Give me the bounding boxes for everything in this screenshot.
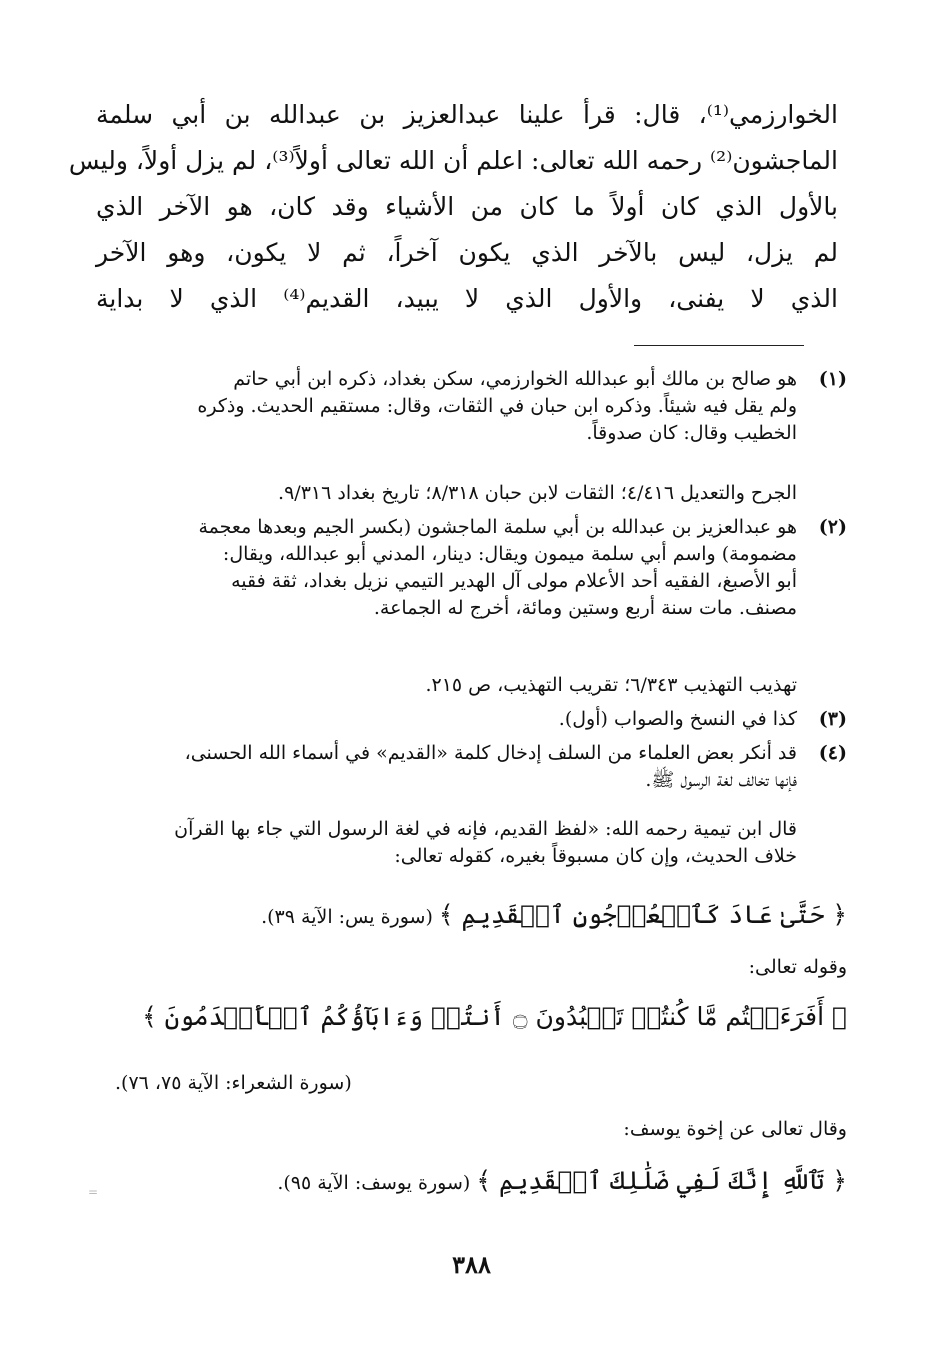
verse-3-reference: (سورة يوسف: الآية ٩٥).	[277, 1172, 471, 1194]
footnote-2-line: أبو الأصبغ، الفقيه أحد الأعلام مولى آل الهدير التيمي نزيل بغداد، ثقة فقيه	[231, 570, 797, 592]
footnote-2-line: مضمومة) واسم أبي سلمة ميمون ويقال: دينار، المدني أبو عبدالله، ويقال:	[222, 543, 797, 565]
main-text	[68, 92, 838, 322]
verse-1-reference: (سورة يس: الآية ٣٩).	[261, 906, 433, 928]
joseph-intro: وقال تعالى عن إخوة يوسف:	[623, 1118, 847, 1140]
quote-line: قال ابن تيمية رحمه الله: «لفظ القديم، فإنه في لغة الرسول التي جاء بها القرآن	[174, 818, 797, 840]
quran-verse-3: ﴿ تَٱللَّهِ إِنَّكَ لَفِي ضَلَٰلِكَ ٱلۡقَدِيمِ ﴾	[476, 1166, 847, 1195]
verse-2-reference: (سورة الشعراء: الآية ٧٥، ٧٦).	[115, 1072, 352, 1094]
footnote-1-reference: الجرح والتعديل ٤/٤١٦؛ الثقات لابن حبان ٨/٣١٨؛ تاريخ بغداد ٩/٣١٦.	[278, 482, 797, 504]
footnote-separator	[634, 345, 804, 346]
footnote-3-number: (٣)	[818, 708, 847, 730]
footnote-1-line: هو صالح بن مالك أبو عبدالله الخوارزمي، سكن بغداد، ذكره ابن أبي حاتم	[233, 368, 797, 390]
verse-2-row	[142, 1002, 847, 1034]
footnote-3-line: كذا في النسخ والصواب (أول).	[558, 708, 797, 730]
footnote-4	[105, 740, 847, 794]
quran-verse-2: ﴿ أَفَرَءَيۡتُم مَّا كُنتُمۡ تَعۡبُدُونَ ۝ أَنتُمۡ وَءَابَآؤُكُمُ ٱلۡأَقۡدَمُونَ ﴾	[142, 1002, 847, 1031]
footnote-1	[105, 366, 847, 447]
verse-3-row	[197, 1166, 847, 1198]
footnote-4-line: فإنها تخالف لغة الرسول ﷺ.	[645, 769, 797, 791]
footnote-4-number: (٤)	[818, 742, 847, 764]
quran-verse-1: ﴿ حَتَّىٰ عَادَ كَٱلۡعُرۡجُونِ ٱلۡقَدِيمِ ﴾	[438, 900, 847, 929]
footnote-2	[105, 514, 847, 622]
footnote-2-line: هو عبدالعزيز بن عبدالله بن أبي سلمة الماجشون (بكسر الجيم وبعدها معجمة	[198, 516, 797, 538]
footnote-2-number: (٢)	[818, 516, 847, 538]
footnote-4-line: قد أنكر بعض العلماء من السلف إدخال كلمة «القديم» في أسماء الله الحسنى،	[184, 742, 797, 764]
page-number: ٣٨٨	[452, 1250, 491, 1279]
main-line-3: بالأول الذي كان أولاً ما كان من الأشياء وقد كان، هو الآخر الذي	[96, 192, 838, 221]
footnote-1-line: الخطيب وقال: كان صدوقاً.	[586, 422, 797, 444]
verse-1-row	[197, 900, 847, 932]
main-line-1: الخوارزمي⁽¹⁾، قال: قرأ علينا عبدالعزيز بن عبدالله بن أبي سلمة	[96, 100, 838, 129]
footnote-1-line: ولم يقل فيه شيئاً. وذكره ابن حبان في الثقات، وقال: مستقيم الحديث. وذكره	[197, 395, 797, 417]
quote-line: خلاف الحديث، وإن كان مسبوقاً بغيره، كقوله تعالى:	[394, 845, 797, 867]
footnote-1-number: (١)	[818, 368, 847, 390]
footnote-3	[105, 706, 847, 733]
and-his-saying: وقوله تعالى:	[748, 956, 847, 978]
main-line-4: لم يزل، ليس بالآخر الذي يكون آخراً، ثم لا يكون، وهو الآخر	[96, 238, 838, 267]
margin-mark: =	[88, 1185, 99, 1199]
footnote-4-quote	[105, 816, 847, 870]
main-line-2: الماجشون⁽²⁾ رحمه الله تعالى: اعلم أن الله تعالى أولاً⁽³⁾، لم يزل أولاً، وليس	[68, 146, 838, 175]
footnote-2-reference: تهذيب التهذيب ٦/٣٤٣؛ تقريب التهذيب، ص ٢١٥.	[425, 674, 797, 696]
main-line-5: الذي لا يفنى، والأول الذي لا يبيد، القديم⁽⁴⁾ الذي لا بداية	[96, 284, 838, 313]
footnote-2-line: مصنف. مات سنة أربع وستين ومائة، أخرج له الجماعة.	[373, 597, 797, 619]
